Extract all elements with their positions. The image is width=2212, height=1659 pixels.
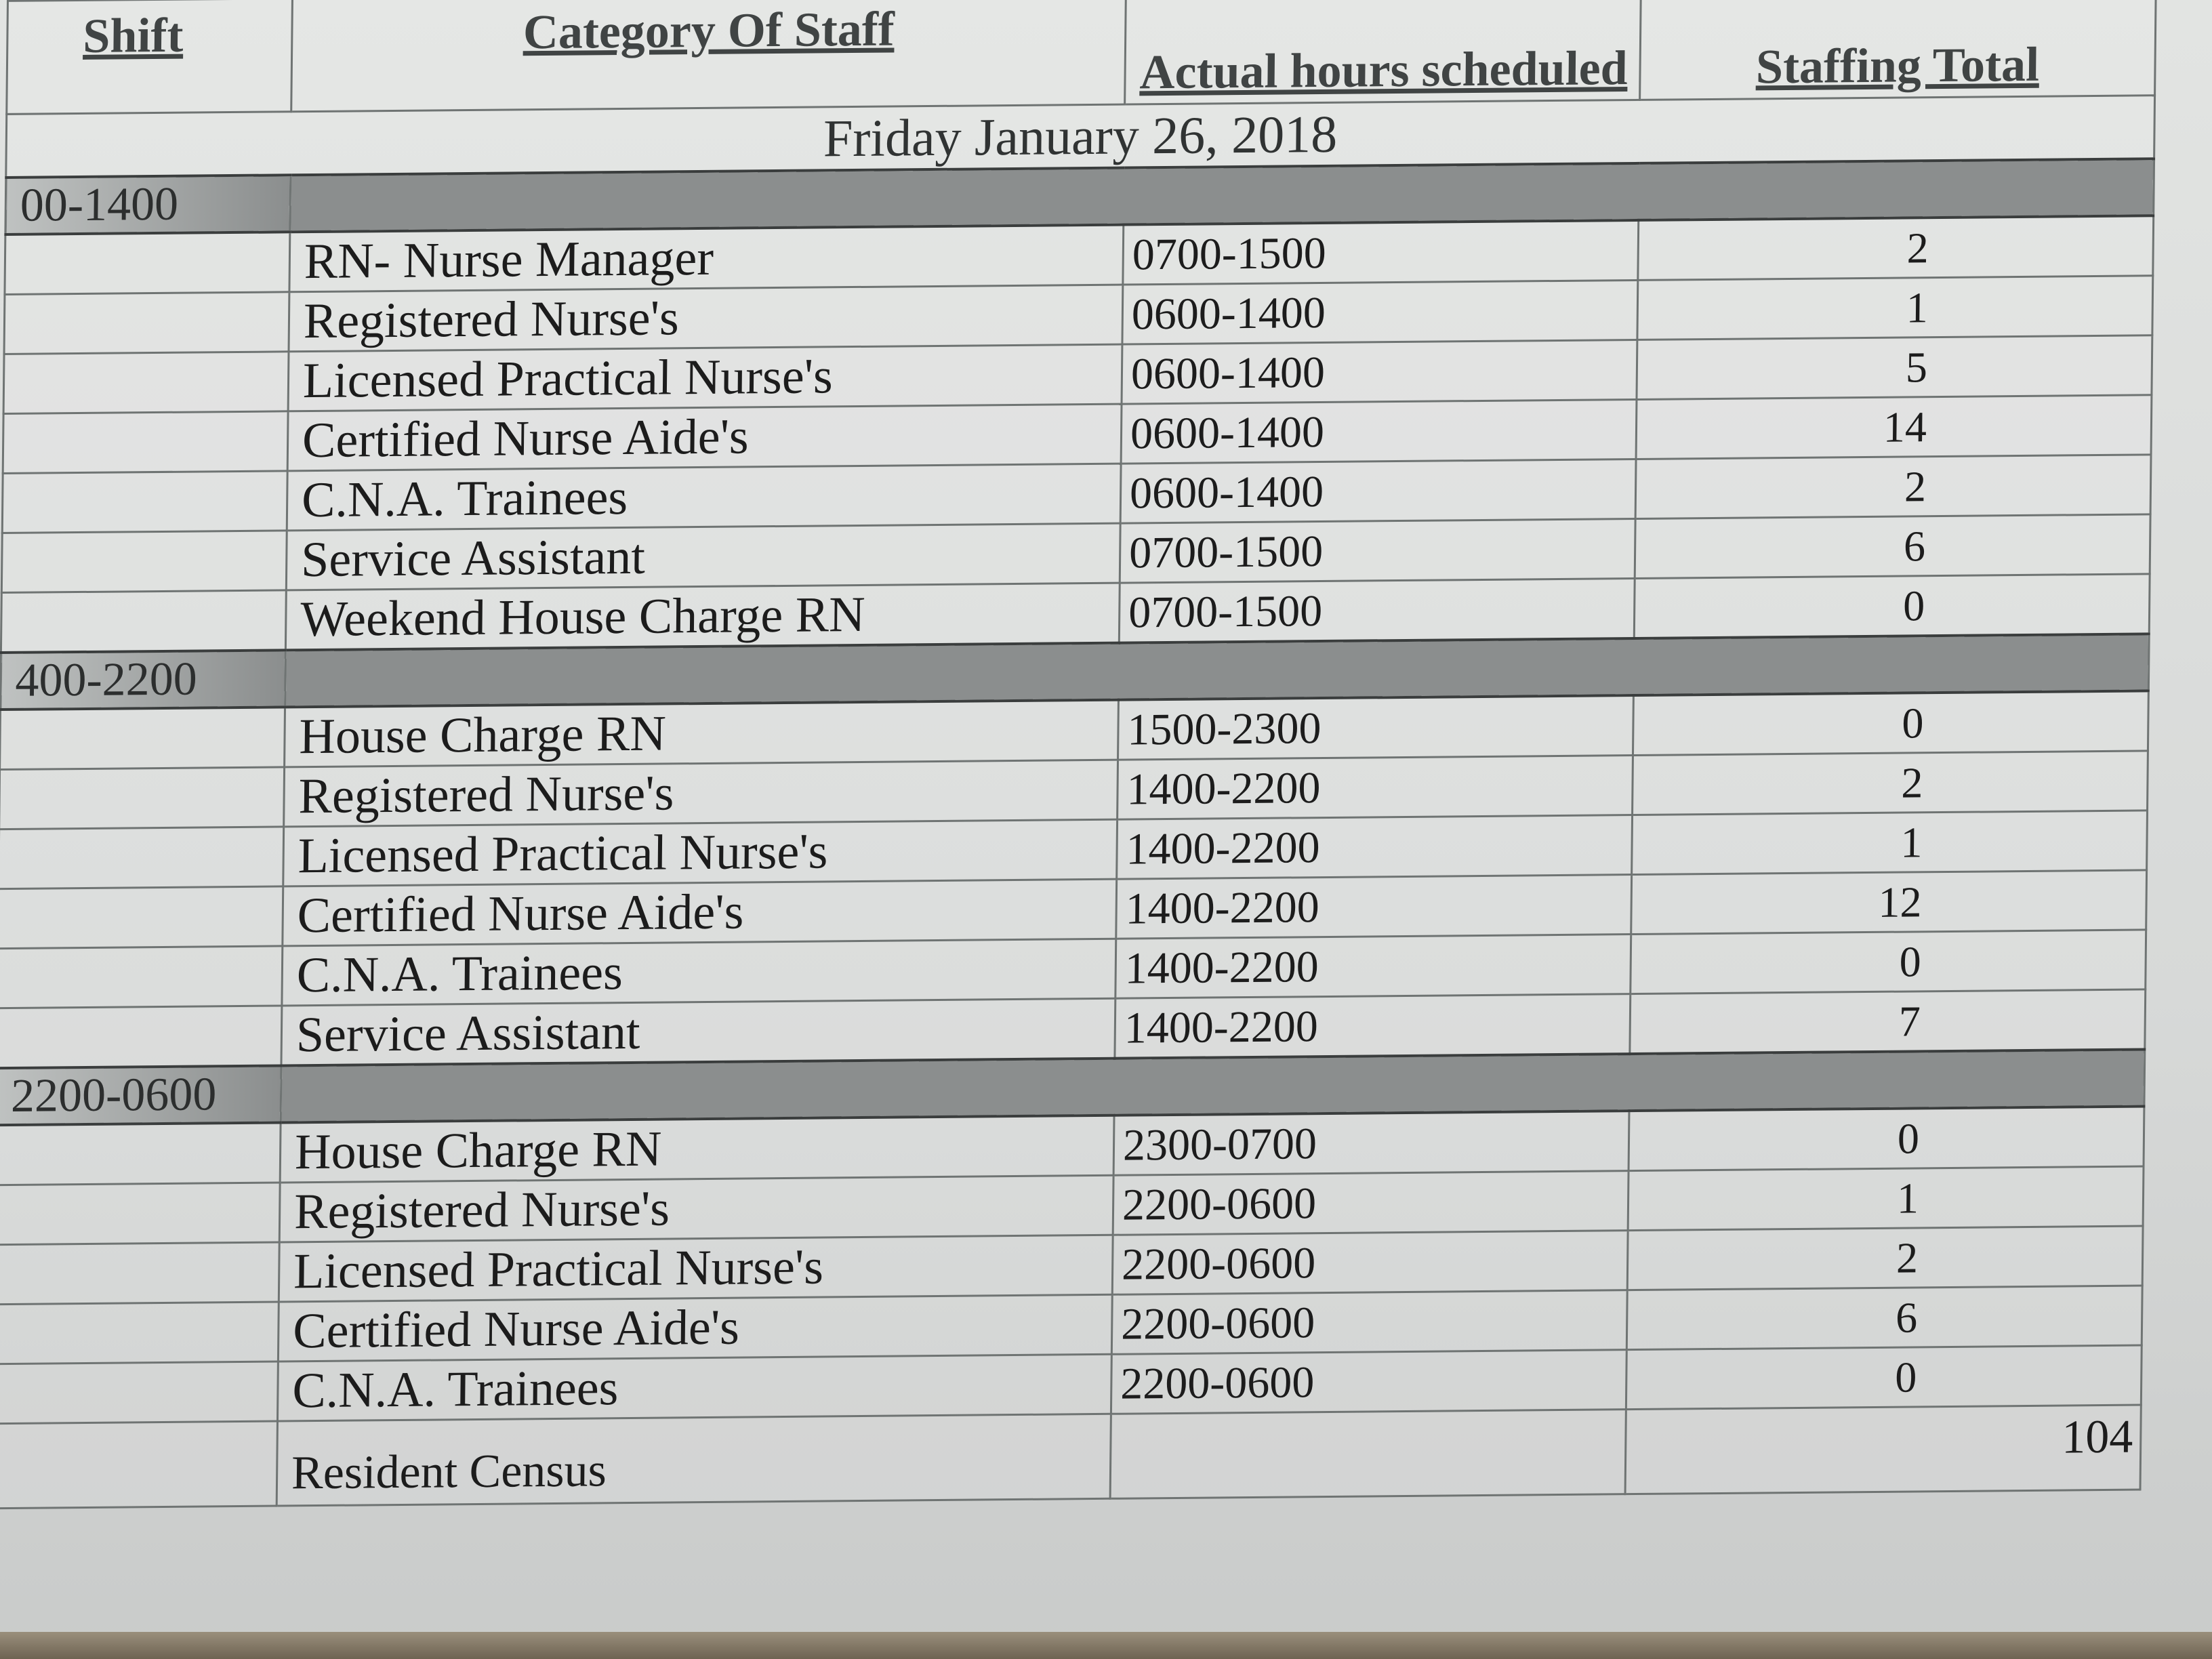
category-cell: Certified Nurse Aide's bbox=[287, 404, 1122, 471]
total-cell: 14 bbox=[1636, 395, 2152, 459]
hours-cell: 2300-0700 bbox=[1113, 1111, 1629, 1175]
total-cell: 0 bbox=[1629, 1106, 2144, 1170]
hours-cell: 2200-0600 bbox=[1111, 1350, 1626, 1414]
header-hours: Actual hours scheduled bbox=[1125, 0, 1641, 104]
hours-cell: 0600-1400 bbox=[1121, 399, 1637, 464]
hours-cell: 0600-1400 bbox=[1122, 280, 1638, 344]
total-cell: 0 bbox=[1634, 574, 2150, 638]
category-cell: C.N.A. Trainees bbox=[287, 464, 1121, 531]
hours-cell: 0700-1500 bbox=[1119, 578, 1635, 642]
total-cell: 1 bbox=[1632, 811, 2148, 875]
category-cell: Certified Nurse Aide's bbox=[278, 1294, 1112, 1361]
category-cell: Weekend House Charge RN bbox=[285, 583, 1120, 650]
total-cell: 7 bbox=[1630, 989, 2146, 1054]
header-category: Category Of Staff bbox=[291, 0, 1126, 112]
total-cell: 0 bbox=[1633, 691, 2148, 755]
total-cell: 0 bbox=[1631, 930, 2146, 994]
hours-cell: 0600-1400 bbox=[1122, 340, 1637, 404]
hours-cell: 1400-2200 bbox=[1117, 815, 1633, 880]
total-cell: 0 bbox=[1626, 1345, 2142, 1410]
shift-label: 00-1400 bbox=[5, 175, 291, 234]
category-cell: Licensed Practical Nurse's bbox=[283, 819, 1118, 886]
hours-cell: 2200-0600 bbox=[1111, 1290, 1627, 1355]
header-shift: Shift bbox=[7, 0, 293, 114]
category-cell: Service Assistant bbox=[286, 523, 1120, 590]
census-total: 104 bbox=[1625, 1405, 2141, 1494]
total-cell: 2 bbox=[1633, 751, 2148, 815]
header-total: Staffing Total bbox=[1640, 0, 2156, 100]
hours-cell: 0700-1500 bbox=[1120, 518, 1635, 583]
category-cell: Licensed Practical Nurse's bbox=[288, 344, 1122, 411]
hours-cell: 1400-2200 bbox=[1118, 756, 1633, 820]
header-row bbox=[7, 0, 2156, 114]
total-cell: 6 bbox=[1626, 1286, 2142, 1350]
hours-cell: 1400-2200 bbox=[1116, 875, 1632, 939]
category-cell: C.N.A. Trainees bbox=[282, 939, 1116, 1006]
shift-label: 2200-0600 bbox=[0, 1065, 281, 1125]
total-cell: 1 bbox=[1628, 1166, 2144, 1231]
hours-cell: 1400-2200 bbox=[1115, 994, 1631, 1059]
category-cell: House Charge RN bbox=[285, 700, 1119, 767]
hours-cell: 0700-1500 bbox=[1123, 220, 1639, 285]
total-cell: 12 bbox=[1631, 870, 2147, 935]
category-cell: Registered Nurse's bbox=[284, 760, 1118, 827]
total-cell: 2 bbox=[1627, 1226, 2143, 1290]
census-row bbox=[0, 1405, 2141, 1509]
category-cell: RN- Nurse Manager bbox=[289, 225, 1124, 292]
category-cell: C.N.A. Trainees bbox=[277, 1354, 1111, 1421]
total-cell: 6 bbox=[1635, 514, 2150, 579]
category-cell: Registered Nurse's bbox=[279, 1175, 1113, 1242]
tabletop-background bbox=[0, 1632, 2212, 1659]
category-cell: Certified Nurse Aide's bbox=[283, 879, 1117, 946]
hours-cell: 1400-2200 bbox=[1115, 935, 1631, 999]
census-label: Resident Census bbox=[276, 1414, 1111, 1506]
total-cell: 5 bbox=[1637, 335, 2152, 400]
category-cell: Registered Nurse's bbox=[289, 285, 1123, 352]
hours-cell: 1500-2300 bbox=[1118, 695, 1634, 760]
hours-cell: 0600-1400 bbox=[1120, 459, 1636, 523]
total-cell: 1 bbox=[1637, 276, 2153, 340]
report-date: Friday January 26, 2018 bbox=[6, 96, 2155, 178]
total-cell: 2 bbox=[1635, 455, 2151, 519]
category-cell: House Charge RN bbox=[280, 1115, 1114, 1183]
shift-label: 400-2200 bbox=[1, 650, 286, 710]
category-cell: Service Assistant bbox=[281, 998, 1115, 1065]
total-cell: 2 bbox=[1638, 216, 2154, 280]
category-cell: Licensed Practical Nurse's bbox=[279, 1235, 1113, 1302]
hours-cell: 2200-0600 bbox=[1113, 1171, 1629, 1235]
hours-cell: 2200-0600 bbox=[1112, 1231, 1628, 1295]
